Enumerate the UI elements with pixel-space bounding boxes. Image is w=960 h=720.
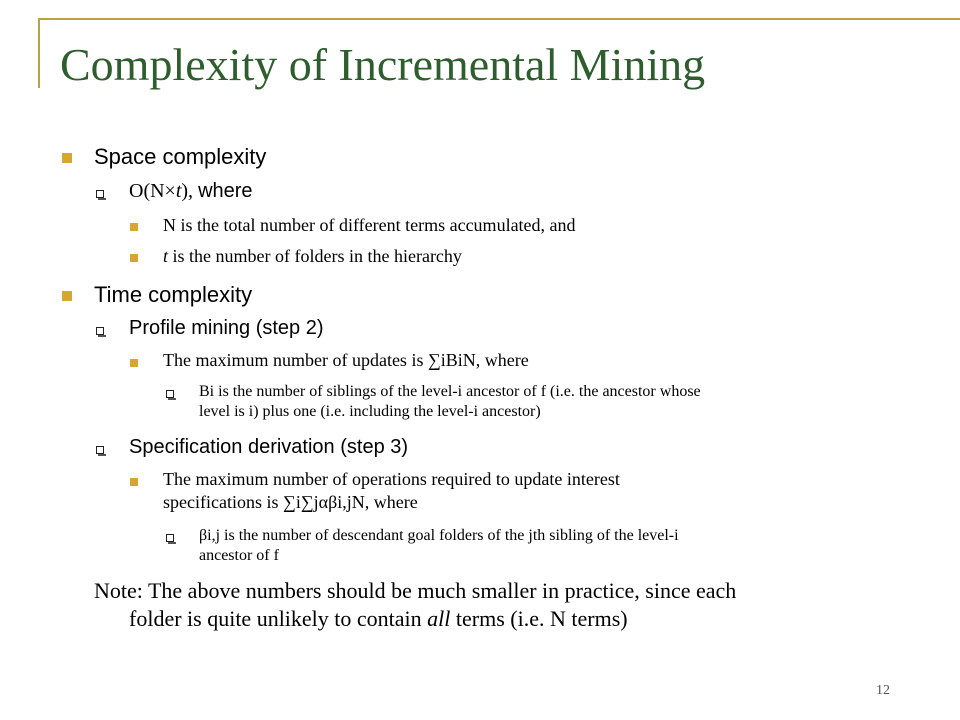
bullet-marker (62, 291, 72, 301)
space-item-terms: N is the total number of different terms accumulated, and (163, 215, 576, 235)
spec-item-line1: The maximum number of operations required to update interest (163, 469, 620, 489)
title-frame-top-line (38, 18, 960, 20)
bullet-marker (130, 254, 138, 262)
bullet-marker (130, 223, 138, 231)
spec-detail-line2: ancestor of f (199, 547, 279, 564)
spec-item-line2: specifications is ∑i∑jαβi,jN, where (163, 492, 418, 512)
slide-title: Complexity of Incremental Mining (60, 39, 706, 90)
bullet-marker (130, 478, 138, 486)
space-complexity-heading: Space complexity (94, 144, 267, 169)
bullet-marker (130, 359, 138, 367)
checkbox-bullet-marker (166, 390, 174, 398)
checkbox-bullet-marker (96, 446, 104, 454)
profile-mining-detail-line1: Bi is the number of siblings of the level-i ancestor of f (i.e. the ancestor whose (199, 383, 701, 400)
page-number: 12 (876, 683, 890, 698)
checkbox-bullet-marker (96, 190, 104, 198)
formula-sum-alpha-beta-n: ∑i∑jαβi,jN (282, 492, 365, 512)
profile-mining-heading: Profile mining (step 2) (129, 317, 324, 339)
profile-mining-detail-line2: level is i) plus one (i.e. including the level-i ancestor) (199, 403, 541, 420)
profile-mining-item: The maximum number of updates is ∑iBiN, where (163, 350, 529, 370)
space-complexity-formula: O(N×t), where (129, 180, 253, 202)
space-item-folders: t is the number of folders in the hierarchy (163, 246, 462, 266)
specification-derivation-heading: Specification derivation (step 3) (129, 436, 409, 458)
bullet-marker (62, 153, 72, 163)
time-complexity-heading: Time complexity (94, 282, 253, 307)
title-frame-left-line (38, 18, 40, 88)
spec-detail-line1: βi,j is the number of descendant goal folders of the jth sibling of the level-i (199, 527, 679, 544)
formula-sum-bi-n: ∑iBiN (427, 350, 476, 370)
note-line1: Note: The above numbers should be much smaller in practice, since each (94, 578, 737, 603)
checkbox-bullet-marker (96, 327, 104, 335)
checkbox-bullet-marker (166, 534, 174, 542)
note-line2: folder is quite unlikely to contain all terms (i.e. N terms) (129, 606, 628, 631)
